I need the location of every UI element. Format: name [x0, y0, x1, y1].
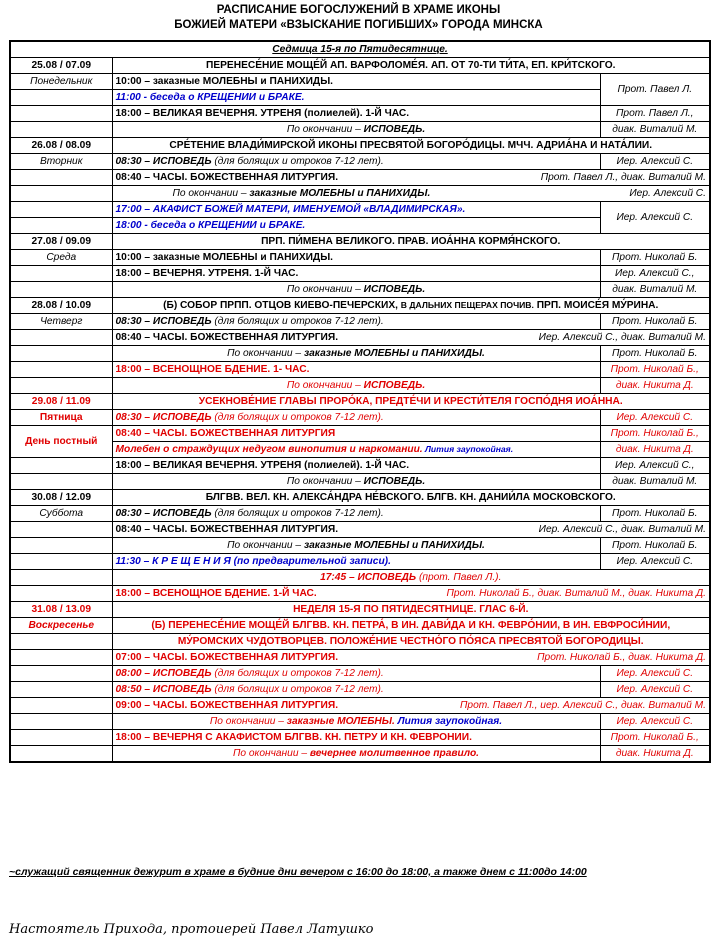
- service-note: (для болящих и отроков 7-12 лет).: [214, 315, 384, 327]
- day-date: 29.08 / 11.09: [10, 394, 112, 410]
- service-row: [10, 266, 710, 282]
- service-row: [10, 202, 710, 218]
- service-row: [10, 122, 710, 138]
- service-row: [10, 506, 710, 522]
- clergy: Иер. Алексий С.: [600, 554, 710, 570]
- service-text: 18:00 – ВЕЛИКАЯ ВЕЧЕРНЯ. УТРЕНЯ (полиелей). 1-Й ЧАС.: [112, 106, 600, 122]
- service-prefix: По окончании –: [227, 347, 304, 359]
- service-text: 17:00 – АКАФИСТ БОЖЕЙ МАТЕРИ, ИМЕНУЕМОЙ «ВЛАДИМИРСКАЯ».: [112, 202, 600, 218]
- clergy: Иер. Алексий С.,: [600, 458, 710, 474]
- clergy: диак. Виталий М.: [600, 122, 710, 138]
- service-row: [10, 474, 710, 490]
- service-text: [112, 330, 710, 346]
- day-empty-cell: [10, 330, 112, 346]
- service-row: [10, 682, 710, 698]
- clergy: Прот. Николай Б.,: [600, 362, 710, 378]
- service-note: (по предварительной записи).: [233, 555, 391, 567]
- clergy: Прот. Николай Б.: [600, 506, 710, 522]
- clergy: диак. Виталий М.: [600, 474, 710, 490]
- clergy: Иер. Алексий С., диак. Виталий М.: [538, 523, 706, 535]
- fast-day-label: День постный: [10, 426, 112, 458]
- service-main: заказные МОЛЕБНЫ и ПАНИХИДЫ.: [249, 187, 431, 199]
- day-empty-cell: [10, 458, 112, 474]
- day-empty-cell: [10, 714, 112, 730]
- clergy: Иер. Алексий С.: [600, 682, 710, 698]
- signature: Настоятель Прихода, протоиерей Павел Латушко: [9, 922, 374, 937]
- service-main: заказные МОЛЕБНЫ и ПАНИХИДЫ.: [303, 347, 485, 359]
- clergy: Иер. Алексий С.: [600, 666, 710, 682]
- day-date: 30.08 / 12.09: [10, 490, 112, 506]
- service-text: 08:40 – ЧАСЫ. БОЖЕСТВЕННАЯ ЛИТУРГИЯ: [112, 426, 600, 442]
- day-title: НЕДЕЛЯ 15-Я ПО ПЯТИДЕСЯТНИЦЕ. ГЛАС 6-Й.: [112, 602, 710, 618]
- service-text: [112, 554, 600, 570]
- clergy: диак. Никита Д.: [600, 746, 710, 763]
- service-text: [112, 170, 710, 186]
- service-row: [10, 442, 710, 458]
- clergy: Иер. Алексий С.: [600, 202, 710, 234]
- clergy: Иер. Алексий С.: [600, 714, 710, 730]
- service-row: [10, 570, 710, 586]
- service-text: [112, 522, 710, 538]
- service-main: 08:40 – ЧАСЫ. БОЖЕСТВЕННАЯ ЛИТУРГИЯ.: [115, 331, 339, 343]
- service-row: [10, 714, 710, 730]
- clergy: Прот. Павел Л.: [600, 74, 710, 106]
- service-main: вечернее молитвенное правило.: [309, 747, 479, 759]
- service-row: [10, 746, 710, 763]
- service-prefix: По окончании –: [286, 475, 364, 487]
- day-date: 31.08 / 13.09: [10, 602, 112, 618]
- service-text: [112, 506, 600, 522]
- header-line-1: РАСПИСАНИЕ БОГОСЛУЖЕНИЙ В ХРАМЕ ИКОНЫ: [216, 4, 501, 16]
- service-note: (для болящих и отроков 7-12 лет).: [214, 411, 384, 423]
- duty-note: ~служащий священник дежурит в храме в будние дни вечером с 16:00 до 18:00, а также днем с 11:00до 14:00: [9, 866, 587, 878]
- clergy: Прот. Николай Б.: [600, 250, 710, 266]
- day-weekday: Пятница: [10, 410, 112, 426]
- service-main: 08:30 – ИСПОВЕДЬ: [115, 411, 215, 423]
- service-text: 18:00 – ВЕЧЕРНЯ С АКАФИСТОМ БЛГВВ. КН. ПЕТРУ И КН. ФЕВРОНИИ.: [112, 730, 600, 746]
- day-empty-cell: [10, 522, 112, 538]
- service-main: 09:00 – ЧАСЫ. БОЖЕСТВЕННАЯ ЛИТУРГИЯ.: [115, 699, 339, 711]
- clergy: диак. Никита Д.: [600, 378, 710, 394]
- day-title: БЛГВВ. ВЕЛ. КН. АЛЕКСА́НДРА НЕ́ВСКОГО. БЛГВ. КН. ДАНИИ́ЛА МОСКОВСКОГО.: [112, 490, 710, 506]
- service-text: [112, 474, 600, 490]
- day-empty-cell: [10, 106, 112, 122]
- day-empty-cell: [10, 202, 112, 218]
- service-text: 18:00 - беседа о КРЕЩЕНИИ и БРАКЕ.: [112, 218, 600, 234]
- service-note: (для болящих и отроков 7-12 лет).: [214, 667, 384, 679]
- day-empty-cell: [10, 378, 112, 394]
- service-note: (прот. Павел Л.).: [418, 571, 502, 583]
- service-row: [10, 730, 710, 746]
- clergy: диак. Никита Д.: [600, 442, 710, 458]
- clergy: Прот. Павел Л., иер. Алексий С., диак. Виталий М.: [460, 699, 706, 711]
- day-empty-cell: [10, 186, 112, 202]
- clergy: Прот. Николай Б., диак. Виталий М., диак. Никита Д.: [446, 587, 706, 599]
- service-prefix: По окончании –: [232, 747, 310, 759]
- service-text: 11:00 - беседа о КРЕЩЕНИИ и БРАКЕ.: [112, 90, 600, 106]
- service-row: [10, 650, 710, 666]
- service-main: 08:30 – ИСПОВЕДЬ: [115, 155, 215, 167]
- service-main: заказные МОЛЕБНЫ и ПАНИХИДЫ.: [303, 539, 485, 551]
- service-prefix: По окончании –: [286, 379, 364, 391]
- service-main: ИСПОВЕДЬ.: [363, 283, 426, 295]
- service-text: [112, 682, 600, 698]
- service-row: [10, 186, 710, 202]
- day-empty-cell: [10, 218, 112, 234]
- title-row: [10, 634, 710, 650]
- service-note: (для болящих и отроков 7-12 лет).: [214, 683, 384, 695]
- service-text: [112, 698, 710, 714]
- clergy: Иер. Алексий С., диак. Виталий М.: [538, 331, 706, 343]
- clergy: Прот. Николай Б.: [600, 538, 710, 554]
- service-row: [10, 458, 710, 474]
- clergy: Прот. Николай Б.: [600, 314, 710, 330]
- service-text: [112, 314, 600, 330]
- day-empty-cell: [10, 362, 112, 378]
- clergy: Иер. Алексий С.: [629, 187, 706, 199]
- service-note: (для болящих и отроков 7-12 лет).: [214, 155, 384, 167]
- service-main: 11:30 – К Р Е Щ Е Н И Я: [115, 555, 234, 567]
- day-title-row: [10, 490, 710, 506]
- day-empty-cell: [10, 682, 112, 698]
- service-text: [112, 346, 600, 362]
- service-note: Лития заупокойная.: [422, 444, 514, 454]
- service-row: [10, 522, 710, 538]
- service-prefix: По окончании –: [286, 283, 364, 295]
- service-prefix: По окончании –: [227, 539, 304, 551]
- schedule-table: [9, 40, 711, 763]
- day-date: 28.08 / 10.09: [10, 298, 112, 314]
- day-title-line-3: МУ́РОМСКИХ ЧУДОТВОРЦЕВ. ПОЛОЖЕ́НИЕ ЧЕСТНО́ГО ПО́ЯСА ПРЕСВЯТОЙ БОГОРОДИЦЫ.: [112, 634, 710, 650]
- service-main: 08:40 – ЧАСЫ. БОЖЕСТВЕННАЯ ЛИТУРГИЯ.: [115, 523, 339, 535]
- service-text: 18:00 – ВЕЛИКАЯ ВЕЧЕРНЯ. УТРЕНЯ (полиелей). 1-Й ЧАС.: [112, 458, 600, 474]
- day-title-row: [10, 138, 710, 154]
- day-title: ПЕРЕНЕСЕ́НИЕ МОЩЕ́Й АП. ВАРФОЛОМЕ́Я. АП. ОТ 70-ТИ ТИ́ТА, ЕП. КРИ́ТСКОГО.: [112, 58, 710, 74]
- service-text: [112, 442, 600, 458]
- service-row: [10, 698, 710, 714]
- clergy: Иер. Алексий С.,: [600, 266, 710, 282]
- service-row: [10, 250, 710, 266]
- day-weekday: Среда: [10, 250, 112, 266]
- service-text: [112, 586, 710, 602]
- clergy: диак. Виталий М.: [600, 282, 710, 298]
- service-text: [112, 746, 600, 763]
- service-row: [10, 314, 710, 330]
- header-line-2: БОЖИЕЙ МАТЕРИ «ВЗЫСКАНИЕ ПОГИБШИХ» ГОРОДА МИНСКА: [174, 19, 543, 31]
- service-prefix: По окончании –: [209, 715, 287, 727]
- service-text: [112, 186, 710, 202]
- service-main: 08:30 – ИСПОВЕДЬ: [115, 507, 215, 519]
- clergy: Прот. Павел Л.,: [600, 106, 710, 122]
- day-empty-cell: [10, 122, 112, 138]
- service-prefix: По окончании –: [286, 123, 364, 135]
- clergy: Иер. Алексий С.: [600, 154, 710, 170]
- service-text: [112, 378, 600, 394]
- week-row: [10, 41, 710, 58]
- day-title-line-2: (Б) ПЕРЕНЕСЕ́НИЕ МОЩЕ́Й БЛГВВ. КН. ПЕТРА́, В ИН. ДАВИ́ДА И КН. ФЕВРО́НИИ, В ИН. ЕВФРОСИ́НИИ,: [112, 618, 710, 634]
- service-text: [112, 154, 600, 170]
- service-note: (для болящих и отроков 7-12 лет).: [214, 507, 384, 519]
- day-empty-cell: [10, 746, 112, 763]
- day-empty-cell: [10, 666, 112, 682]
- title-row: [10, 618, 710, 634]
- clergy: Прот. Павел Л., диак. Виталий М.: [540, 171, 706, 183]
- service-text: [112, 714, 600, 730]
- clergy: Прот. Николай Б.,: [600, 426, 710, 442]
- service-main: 08:30 – ИСПОВЕДЬ: [115, 315, 215, 327]
- service-text: 18:00 – ВЕЧЕРНЯ. УТРЕНЯ. 1-Й ЧАС.: [112, 266, 600, 282]
- service-text: [112, 538, 600, 554]
- day-date: 26.08 / 08.09: [10, 138, 112, 154]
- service-main: 18:00 – ВСЕНОЩНОЕ БДЕНИЕ. 1-Й ЧАС.: [115, 587, 317, 599]
- day-title-row: [10, 394, 710, 410]
- day-empty-cell: [10, 554, 112, 570]
- day-empty-cell: [10, 538, 112, 554]
- clergy: Прот. Николай Б.,: [600, 730, 710, 746]
- day-title-row: [10, 58, 710, 74]
- clergy: Иер. Алексий С.: [600, 410, 710, 426]
- day-empty-cell: [10, 90, 112, 106]
- service-text: [112, 122, 600, 138]
- service-main: 08:50 – ИСПОВЕДЬ: [115, 683, 215, 695]
- service-row: [10, 426, 710, 442]
- service-row: [10, 330, 710, 346]
- day-title-row: [10, 602, 710, 618]
- day-empty-cell: [10, 730, 112, 746]
- day-weekday: Четверг: [10, 314, 112, 330]
- service-row: [10, 346, 710, 362]
- service-text: [112, 666, 600, 682]
- service-row: [10, 170, 710, 186]
- day-title-small: В ДАЛЬНИХ ПЕЩЕРАХ ПОЧИВ.: [400, 300, 534, 310]
- service-row: [10, 378, 710, 394]
- service-main: ИСПОВЕДЬ.: [363, 379, 426, 391]
- service-row: [10, 410, 710, 426]
- day-weekday: Понедельник: [10, 74, 112, 90]
- service-main: 07:00 – ЧАСЫ. БОЖЕСТВЕННАЯ ЛИТУРГИЯ.: [115, 651, 339, 663]
- day-empty-cell: [10, 698, 112, 714]
- service-main: Молебен о страждущих недугом винопития и наркомании.: [115, 444, 423, 455]
- service-row: [10, 154, 710, 170]
- clergy: Прот. Николай Б.: [600, 346, 710, 362]
- day-title-tail: ПРП. МОИСЕ́Я МУ́РИНА.: [533, 300, 659, 311]
- service-row: [10, 282, 710, 298]
- day-title: СРЕ́ТЕНИЕ ВЛАДИ́МИРСКОЙ ИКОНЫ ПРЕСВЯТОЙ БОГОРО́ДИЦЫ. МЧЧ. АДРИА́НА И НАТА́ЛИИ.: [112, 138, 710, 154]
- service-note: Лития заупокойная.: [394, 715, 503, 727]
- day-date: 27.08 / 09.09: [10, 234, 112, 250]
- week-title: Седмица 15-я по Пятидесятнице.: [10, 41, 710, 58]
- day-title: ПРП. ПИ́МЕНА ВЕЛИКОГО. ПРАВ. ИОА́ННА КОРМЯ́НСКОГО.: [112, 234, 710, 250]
- day-empty-cell: [10, 586, 112, 602]
- day-empty-cell: [10, 170, 112, 186]
- service-row: [10, 586, 710, 602]
- day-weekday: Вторник: [10, 154, 112, 170]
- day-weekday: Суббота: [10, 506, 112, 522]
- service-main: 08:40 – ЧАСЫ. БОЖЕСТВЕННАЯ ЛИТУРГИЯ.: [115, 171, 339, 183]
- day-empty-cell: [10, 570, 112, 586]
- service-text: [112, 570, 710, 586]
- day-empty-cell: [10, 282, 112, 298]
- day-empty-cell: [10, 266, 112, 282]
- day-title-main: (Б) СОБОР ПРПП. ОТЦОВ КИЕВО-ПЕЧЕРСКИХ,: [163, 300, 401, 311]
- day-title-row: [10, 234, 710, 250]
- service-text: [112, 410, 600, 426]
- service-text: [112, 282, 600, 298]
- day-empty-cell: [10, 650, 112, 666]
- service-row: [10, 74, 710, 90]
- service-row: [10, 666, 710, 682]
- service-row: [10, 362, 710, 378]
- service-main: заказные МОЛЕБНЫ.: [286, 715, 395, 727]
- day-empty-cell: [10, 346, 112, 362]
- day-empty-cell: [10, 474, 112, 490]
- service-text: [112, 650, 710, 666]
- day-title: [112, 298, 710, 314]
- day-title: УСЕКНОВЕ́НИЕ ГЛАВЫ ПРОРО́КА, ПРЕДТЕ́ЧИ И КРЕСТИ́ТЕЛЯ ГОСПО́ДНЯ ИОА́ННА.: [112, 394, 710, 410]
- service-main: ИСПОВЕДЬ.: [363, 475, 426, 487]
- service-main: ИСПОВЕДЬ.: [363, 123, 426, 135]
- service-prefix: По окончании –: [172, 187, 250, 199]
- service-row: [10, 554, 710, 570]
- day-date: 25.08 / 07.09: [10, 58, 112, 74]
- service-row: [10, 538, 710, 554]
- day-weekday: Воскресенье: [10, 618, 112, 634]
- clergy: Прот. Николай Б., диак. Никита Д.: [537, 651, 706, 663]
- service-text: 18:00 – ВСЕНОЩНОЕ БДЕНИЕ. 1- ЧАС.: [112, 362, 600, 378]
- day-title-row: [10, 298, 710, 314]
- day-empty-cell: [10, 634, 112, 650]
- service-text: 10:00 – заказные МОЛЕБНЫ и ПАНИХИДЫ.: [112, 250, 600, 266]
- service-text: 10:00 – заказные МОЛЕБНЫ и ПАНИХИДЫ.: [112, 74, 600, 90]
- service-main: 08:00 – ИСПОВЕДЬ: [115, 667, 215, 679]
- service-row: [10, 106, 710, 122]
- service-main: 17:45 – ИСПОВЕДЬ: [320, 571, 419, 583]
